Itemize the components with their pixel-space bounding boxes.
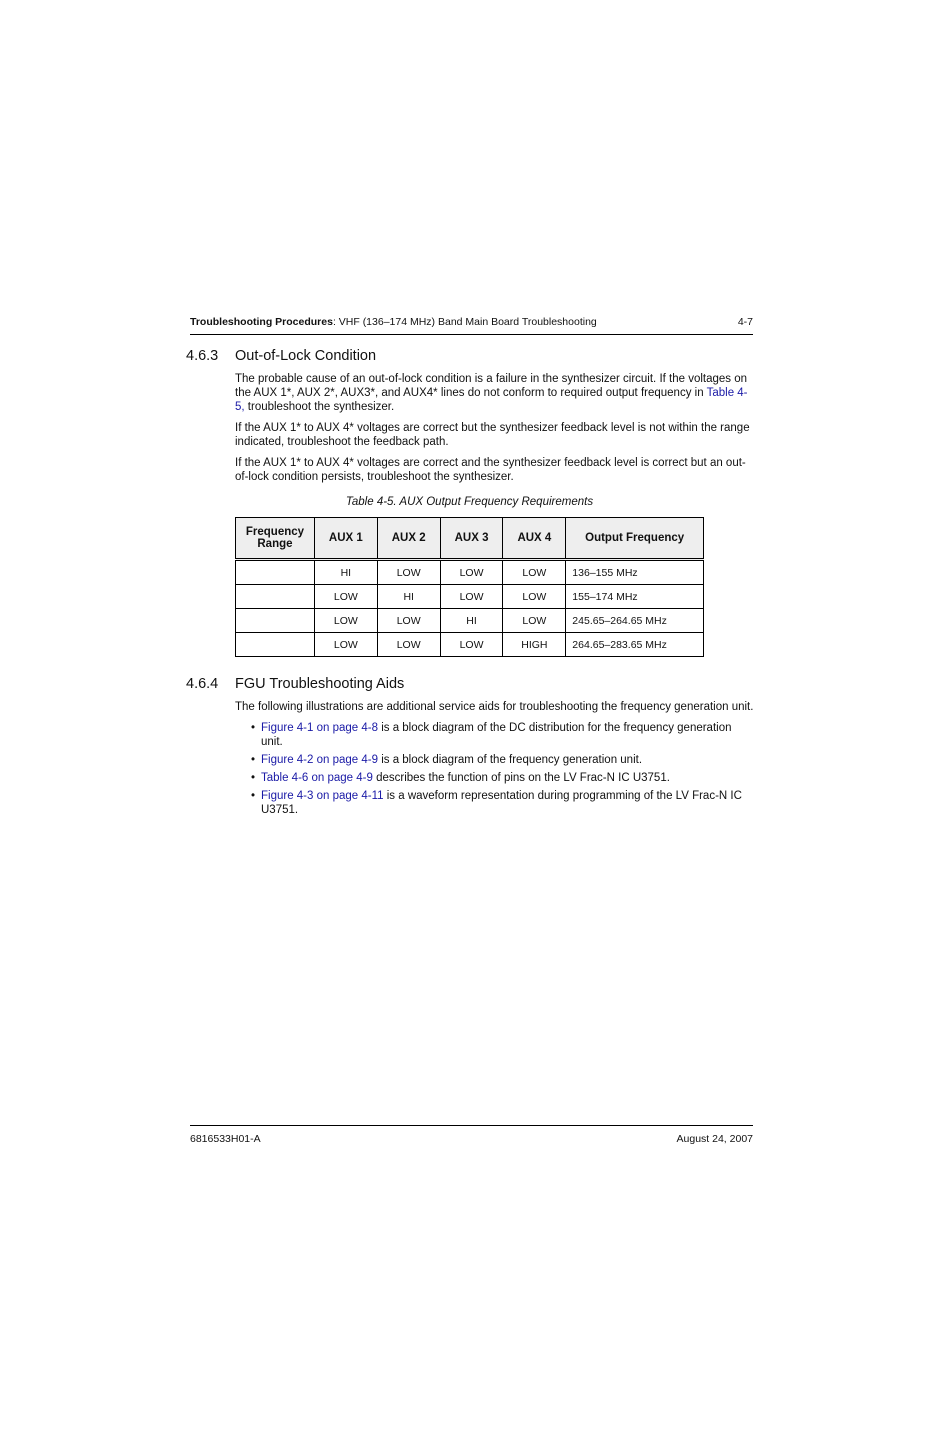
bullet-glyph: •	[251, 722, 256, 734]
header-aux2: AUX 2	[377, 518, 440, 560]
section-number-464: 4.6.4	[186, 676, 219, 692]
footer-date: August 24, 2007	[676, 1133, 753, 1145]
table-cell: 264.65–283.65 MHz	[566, 633, 704, 657]
section-body-463	[235, 372, 755, 491]
table-caption: Table 4-5. AUX Output Frequency Requirements	[345, 496, 594, 508]
list-item	[235, 721, 755, 749]
header-frequency-range: Frequency Range	[236, 518, 315, 560]
list-item	[235, 789, 755, 817]
table-header-row	[236, 518, 704, 560]
list-item	[235, 771, 755, 785]
table-cell: LOW	[440, 633, 503, 657]
table-4-6-link[interactable]: Table 4-6 on page 4-9	[261, 772, 373, 784]
header-aux3: AUX 3	[440, 518, 503, 560]
table-cell: LOW	[314, 585, 377, 609]
table-row	[236, 609, 704, 633]
table-cell: HIGH	[503, 633, 566, 657]
page-footer	[190, 1125, 753, 1145]
list-item	[235, 753, 755, 767]
table-cell	[236, 609, 315, 633]
table-row	[236, 633, 704, 657]
section-title-463	[186, 348, 376, 364]
table-cell: LOW	[440, 585, 503, 609]
table-cell: HI	[314, 560, 377, 585]
footer-doc-number: 6816533H01-A	[190, 1133, 261, 1145]
section-heading-464: FGU Troubleshooting Aids	[235, 676, 405, 692]
aux-frequency-table	[235, 517, 704, 657]
bullet-glyph: •	[251, 754, 256, 766]
bullet-glyph: •	[251, 772, 256, 784]
table-cell: LOW	[377, 633, 440, 657]
table-cell: LOW	[440, 560, 503, 585]
table-cell: LOW	[377, 609, 440, 633]
paragraph-text: The probable cause of an out-of-lock condition is a failure in the synthesizer circuit. If the voltages on the AUX 1*, AUX 2*, AUX3*, and AUX4* lines do not conform to required output frequency in	[235, 373, 748, 399]
table-cell	[236, 560, 315, 585]
bullet-glyph: •	[251, 790, 256, 802]
table-cell	[236, 633, 315, 657]
table-cell: HI	[440, 609, 503, 633]
table-cell: LOW	[503, 560, 566, 585]
paragraph-tail: troubleshoot the synthesizer.	[244, 401, 395, 413]
list-item-text: describes the function of pins on the LV Frac-N IC U3751.	[372, 772, 670, 784]
paragraph-feedback-path: If the AUX 1* to AUX 4* voltages are correct but the synthesizer feedback level is not within the range indicated, troubleshoot the feedback path.	[235, 422, 750, 448]
list-item-text: is a block diagram of the frequency generation unit.	[378, 754, 643, 766]
aids-list	[235, 721, 755, 817]
table-cell: 245.65–264.65 MHz	[566, 609, 704, 633]
list-item-text: is a block diagram of the DC distribution for the frequency generation unit.	[261, 722, 732, 748]
figure-4-2-link[interactable]: Figure 4-2 on page 4-9	[261, 754, 378, 766]
paragraph-probable-cause	[235, 372, 755, 414]
table-cell: 136–155 MHz	[566, 560, 704, 585]
header-aux4: AUX 4	[503, 518, 566, 560]
page-header	[190, 316, 753, 335]
section-body-464	[235, 700, 755, 821]
table-cell: HI	[377, 585, 440, 609]
header-aux1: AUX 1	[314, 518, 377, 560]
header-title	[190, 316, 597, 328]
figure-4-3-link[interactable]: Figure 4-3 on page 4-11	[261, 790, 384, 802]
paragraph-fgu-intro: The following illustrations are additional service aids for troubleshooting the frequency generation unit.	[235, 701, 754, 713]
table-cell: LOW	[377, 560, 440, 585]
section-number-463: 4.6.3	[186, 348, 219, 364]
table-cell: LOW	[314, 609, 377, 633]
table-cell: 155–174 MHz	[566, 585, 704, 609]
section-heading-463: Out-of-Lock Condition	[235, 348, 377, 364]
table-cell: LOW	[503, 585, 566, 609]
table-row	[236, 585, 704, 609]
table-4-5-link[interactable]: Table 4-5,	[235, 387, 748, 413]
list-item-text: is a waveform representation during programming of the LV Frac-N IC U3751.	[261, 790, 742, 816]
paragraph-persists: If the AUX 1* to AUX 4* voltages are correct and the synthesizer feedback level is correct but an out-of-lock condition persists, troubleshoot the synthesizer.	[235, 457, 746, 483]
header-page-number: 4-7	[737, 316, 753, 328]
header-output-frequency: Output Frequency	[566, 518, 704, 560]
header-section-rest: : VHF (136–174 MHz) Band Main Board Troubleshooting	[332, 316, 597, 328]
header-section-bold: Troubleshooting Procedures	[190, 316, 333, 328]
figure-4-1-link[interactable]: Figure 4-1 on page 4-8	[261, 722, 378, 734]
section-title-464	[186, 676, 404, 692]
table-row	[236, 560, 704, 585]
table-cell	[236, 585, 315, 609]
table-cell: LOW	[314, 633, 377, 657]
table-cell: LOW	[503, 609, 566, 633]
